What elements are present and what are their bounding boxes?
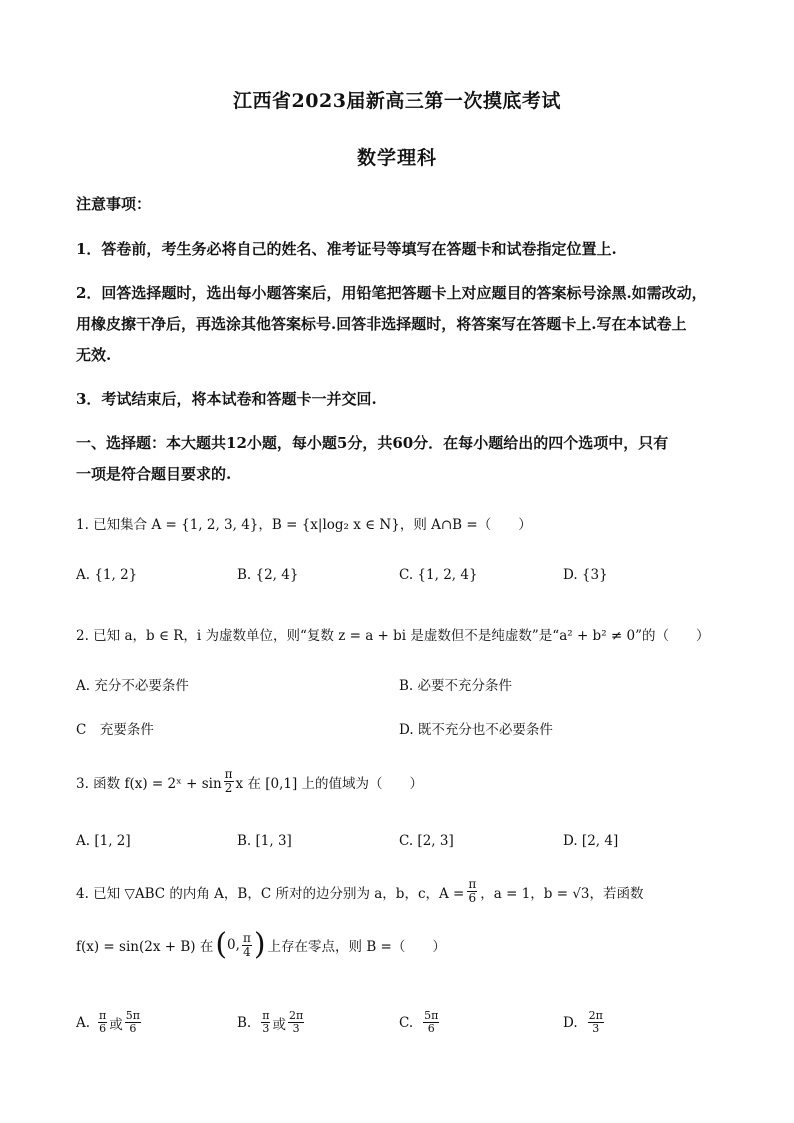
fraction-denominator: 6 (468, 891, 477, 905)
fraction-denominator: 3 (292, 1022, 300, 1035)
fraction-denominator: 6 (99, 1022, 107, 1035)
question-4-stem-l2-pre: f(x) = sin(2x + B) 在 (76, 939, 214, 955)
question-4-option-d (563, 1010, 606, 1035)
fraction-numerator: 5π (424, 1009, 439, 1022)
option-d-fraction (588, 1010, 604, 1035)
fraction-denominator: 6 (129, 1022, 137, 1035)
option-a-fraction-1 (98, 1010, 107, 1035)
question-4-option-a (76, 1010, 143, 1035)
question-4-option-c (399, 1010, 441, 1035)
question-3-fraction (224, 768, 234, 795)
question-3-stem-pre: 3. 函数 f(x) = 2ˣ + sin (76, 775, 222, 792)
question-4-option-b (237, 1010, 306, 1035)
note-item-1: 1．答卷前，考生务必将自己的姓名、准考证号等填写在答题卡和试卷指定位置上. (76, 240, 617, 258)
fraction-numerator: π (262, 1009, 270, 1022)
question-4-fraction-interval (242, 932, 252, 959)
question-2-option-d: D. 既不充分也不必要条件 (399, 722, 553, 738)
question-4-stem-line-1 (76, 878, 644, 905)
option-or: 或 (272, 1016, 286, 1033)
section-heading-line-1: 一、选择题：本大题共12小题，每小题5分，共60分．在每小题给出的四个选项中，只有 (76, 434, 669, 452)
option-b-fraction-2 (288, 1010, 304, 1035)
option-b-fraction-1 (261, 1010, 270, 1035)
exam-title: 江西省2023届新高三第一次摸底考试 (233, 90, 561, 112)
question-3-stem (76, 768, 423, 795)
fraction-denominator: 3 (262, 1022, 270, 1035)
question-3-option-b: B. [1, 3] (237, 833, 292, 849)
interval-left: 0, (227, 937, 240, 953)
question-1-option-d: D. {3} (563, 567, 608, 583)
question-2-option-b: B. 必要不充分条件 (399, 678, 513, 694)
question-3-option-a: A. [1, 2] (76, 833, 131, 849)
fraction-denominator: 4 (243, 944, 251, 959)
note-item-2-line-1: 2．回答选择题时，选出每小题答案后，用铅笔把答题卡上对应题目的答案标号涂黑.如需改动， (76, 284, 707, 302)
note-item-3: 3．考试结束后，将本试卷和答题卡一并交回. (76, 390, 377, 408)
exam-subject: 数学理科 (356, 147, 437, 169)
question-1-option-b: B. {2, 4} (237, 567, 299, 583)
fraction-numerator: 5π (125, 1009, 141, 1022)
question-4-stem-l2-post: 上存在零点，则 B =（ ） (267, 939, 446, 955)
question-1-option-c: C. {1, 2, 4} (399, 567, 478, 583)
question-4-stem-line-2 (76, 927, 446, 962)
option-label: D. (563, 1014, 578, 1031)
question-4-fraction-a (467, 878, 477, 905)
question-1-stem: 1. 已知集合 A = {1, 2, 3, 4}，B = {x|log₂ x ∈ N}，则 A∩B =（ ） (76, 517, 532, 533)
fraction-numerator: π (242, 930, 251, 945)
option-label: A. (76, 1014, 91, 1031)
question-2-stem: 2. 已知 a，b ∈ R，i 为虚数单位，则“复数 z = a + bi 是虚数但不是纯虚数”是“a² + b² ≠ 0”的（ ） (76, 628, 710, 644)
right-paren-icon: ) (253, 927, 266, 962)
option-or: 或 (109, 1016, 123, 1033)
fraction-numerator: 2π (588, 1009, 603, 1022)
fraction-numerator: 2π (288, 1009, 304, 1022)
section-heading-line-2: 一项是符合题目要求的. (76, 465, 232, 483)
option-label: C. (399, 1014, 414, 1031)
fraction-numerator: π (468, 877, 477, 891)
question-3-option-c: C. [2, 3] (399, 833, 454, 849)
note-item-2-line-2: 用橡皮擦干净后，再选涂其他答案标号.回答非选择题时，将答案写在答题卡上.写在本试卷上 (76, 315, 687, 333)
question-3-option-d: D. [2, 4] (563, 833, 619, 849)
option-c-fraction (423, 1010, 439, 1035)
question-4-stem-l1-pre: 4. 已知 ▽ABC 的内角 A，B，C 所对的边分别为 a，b，c，A = (76, 885, 465, 902)
fraction-numerator: π (224, 767, 233, 781)
fraction-denominator: 2 (224, 781, 233, 795)
notes-heading: 注意事项： (76, 195, 152, 213)
question-3-stem-post: x 在 [0,1] 上的值域为（ ） (235, 775, 424, 792)
option-a-fraction-2 (125, 1010, 141, 1035)
question-1-option-a: A. {1, 2} (76, 567, 138, 583)
question-2-option-c: C 充要条件 (76, 722, 154, 738)
question-2-option-a: A. 充分不必要条件 (76, 678, 189, 694)
fraction-denominator: 6 (427, 1022, 435, 1035)
note-item-2-line-3: 无效. (76, 346, 112, 364)
question-4-stem-l1-post: ，a = 1，b = √3，若函数 (480, 885, 644, 902)
fraction-numerator: π (99, 1009, 107, 1022)
fraction-denominator: 3 (592, 1022, 600, 1035)
option-label: B. (237, 1014, 252, 1031)
left-paren-icon: ( (215, 927, 228, 962)
